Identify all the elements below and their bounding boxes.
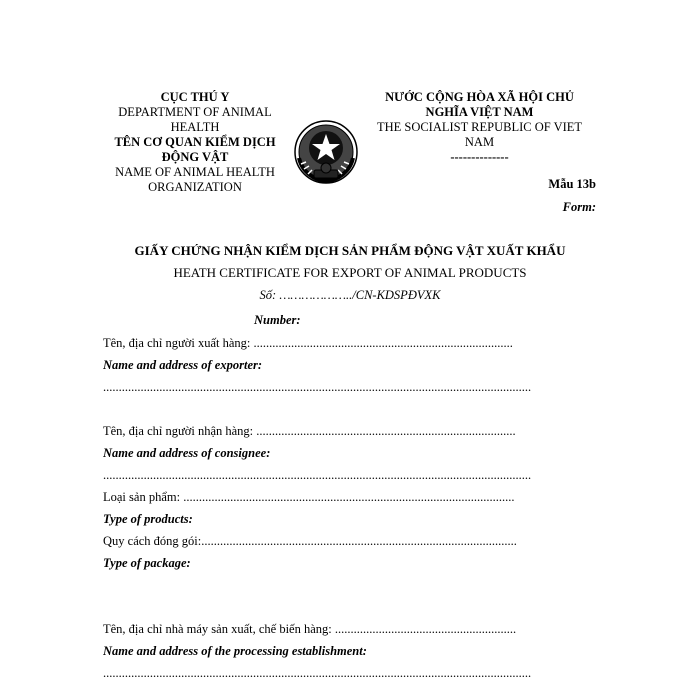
form-label: Form: — [562, 200, 596, 214]
issuer-org-en-1: NAME OF ANIMAL HEALTH — [115, 165, 275, 179]
issuer-dept-en-2: HEALTH — [170, 120, 220, 134]
issuer-dept-en-1: DEPARTMENT OF ANIMAL — [118, 105, 272, 119]
issuer-block — [100, 90, 290, 195]
processing-plant-dots-line[interactable]: ......................................................................................................................................... — [103, 666, 532, 680]
form-code: Mẫu 13b — [548, 177, 596, 191]
package-type-label-en: Type of package: — [103, 556, 191, 570]
exporter-dots-line[interactable]: ......................................................................................................................................... — [103, 380, 532, 394]
processing-plant-field-vn[interactable]: Tên, địa chỉ nhà máy sản xuất, chế biến hàng: .......................................................... — [103, 622, 517, 636]
consignee-label-en: Name and address of consignee: — [103, 446, 271, 460]
country-name-en-2: NAM — [464, 135, 495, 149]
national-emblem-icon — [290, 118, 362, 190]
package-type-field-vn[interactable]: Quy cách đóng gói:..................................................................................................... — [103, 534, 517, 548]
country-block — [362, 90, 597, 165]
document-title-vn: GIẤY CHỨNG NHẬN KIỂM DỊCH SẢN PHẨM ĐỘNG VẬT XUẤT KHẨU — [134, 243, 566, 258]
country-divider: -------------- — [450, 150, 509, 164]
country-name-vn-2: NGHĨA VIỆT NAM — [425, 105, 534, 119]
exporter-field-vn[interactable]: Tên, địa chỉ người xuất hàng: ................................................................................... — [103, 336, 513, 350]
country-name-en-1: THE SOCIALIST REPUBLIC OF VIET — [376, 120, 583, 134]
exporter-label-en: Name and address of exporter: — [103, 358, 263, 372]
certificate-number-field[interactable]: Số: ………………../CN-KDSPĐVXK — [259, 288, 441, 302]
issuer-org-vn-1: TÊN CƠ QUAN KIỂM DỊCH — [114, 135, 276, 149]
issuer-org-vn-2: ĐỘNG VẬT — [161, 150, 229, 164]
issuer-org-en-2: ORGANIZATION — [148, 180, 242, 194]
issuer-dept-vn: CỤC THÚ Y — [160, 90, 230, 104]
country-name-vn-1: NƯỚC CỘNG HÒA XÃ HỘI CHỦ — [385, 90, 574, 104]
product-type-field-vn[interactable]: Loại sản phẩm: .......................................................................................................... — [103, 490, 515, 504]
product-type-label-en: Type of products: — [103, 512, 193, 526]
processing-plant-label-en: Name and address of the processing establishment: — [103, 644, 367, 658]
consignee-dots-line[interactable]: ......................................................................................................................................... — [103, 468, 532, 482]
document-title-en: HEATH CERTIFICATE FOR EXPORT OF ANIMAL PRODUCTS — [173, 265, 527, 280]
consignee-field-vn[interactable]: Tên, địa chỉ người nhận hàng: ................................................................................... — [103, 424, 516, 438]
certificate-number-label: Number: — [254, 313, 301, 327]
